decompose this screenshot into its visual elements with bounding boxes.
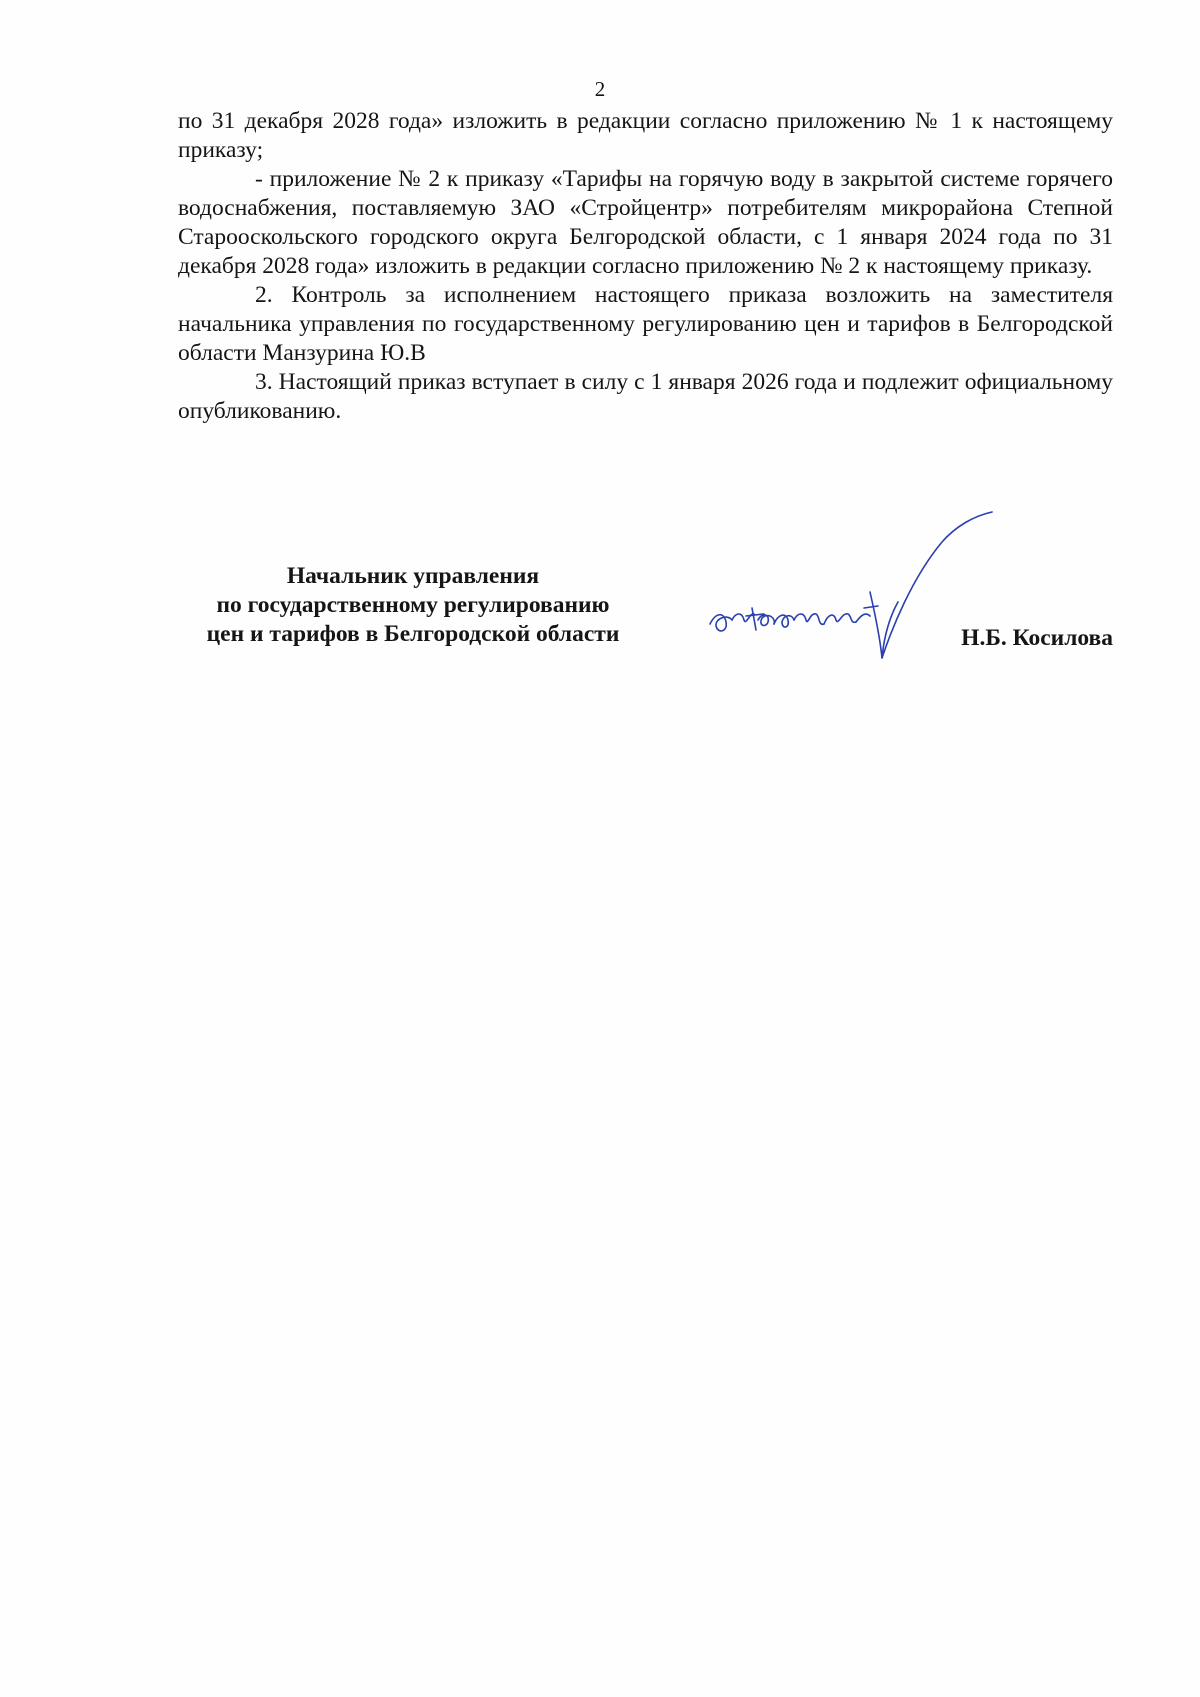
paragraph-continuation: по 31 декабря 2028 года» изложить в редакции согласно приложению № 1 к настоящему приказу;: [178, 108, 1113, 163]
paragraph-appendix-2: - приложение № 2 к приказу «Тарифы на горячую воду в закрытой системе горячего водоснабжения, поставляемую ЗАО «Стройцентр» потребителям микрорайона Степной Старооскольского городского округа Белгородской области, с 1 января 2024 года по 31 декабря 2028 года» изложить в редакции согласно приложению № 2 к настоящему приказу.: [178, 166, 1113, 279]
signatory-position-line-3: цен и тарифов в Белгородской области: [206, 621, 620, 647]
signatory-position: [178, 562, 648, 649]
document-body: [178, 107, 1113, 426]
paragraph-effective-date: 3. Настоящий приказ вступает в силу с 1 января 2026 года и подлежит официальному опубликованию.: [178, 369, 1113, 424]
signatory-name: Н.Б. Косилова: [961, 625, 1113, 651]
signatory-position-line-2: по государственному регулированию: [216, 592, 610, 618]
handwritten-signature: [706, 508, 1006, 678]
page-number: 2: [594, 77, 606, 101]
signatory-position-line-1: Начальник управления: [286, 563, 540, 589]
paragraph-control: 2. Контроль за исполнением настоящего приказа возложить на заместителя начальника управления по государственному регулированию цен и тарифов в Белгородской области Манзурина Ю.В: [178, 282, 1113, 366]
